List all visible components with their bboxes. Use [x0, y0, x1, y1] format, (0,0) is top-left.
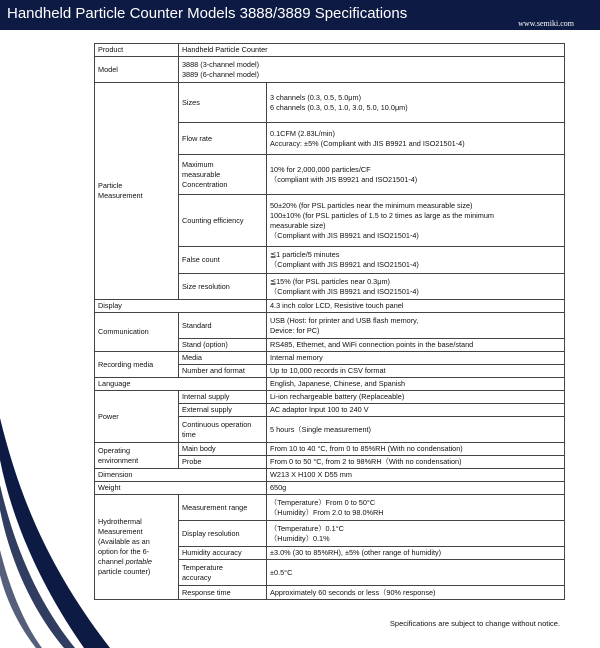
cell-range-label: Measurement range	[179, 495, 267, 521]
cell-language-value: English, Japanese, Chinese, and Spanish	[267, 378, 565, 391]
cell-standard-value: USB (Host: for printer and USB flash memory, Device: for PC)	[267, 313, 565, 339]
row-language	[95, 378, 565, 391]
row-power-internal	[95, 391, 565, 404]
cell-external-label: External supply	[179, 404, 267, 417]
row-weight	[95, 482, 565, 495]
row-sizes	[95, 83, 565, 123]
cell-sizes-label: Sizes	[179, 83, 267, 123]
cell-tempacc-value: ±0.5°C	[267, 560, 565, 586]
cell-format-label: Number and format	[179, 365, 267, 378]
cell-humidity-value: ±3.0% (30 to 85%RH), ±5% (other range of humidity)	[267, 547, 565, 560]
cell-continuous-value: 5 hours（Single measurement)	[267, 417, 565, 443]
cell-weight-value: 650g	[267, 482, 565, 495]
cell-product-label: Product	[95, 44, 179, 57]
cell-falsecount-label: False count	[179, 247, 267, 274]
cell-display-value: 4.3 inch color LCD, Resistive touch panel	[267, 300, 565, 313]
cell-response-value: Approximately 60 seconds or less（90% response)	[267, 586, 565, 600]
cell-humidity-label: Humidity accuracy	[179, 547, 267, 560]
row-product	[95, 44, 565, 57]
row-comm-standard	[95, 313, 565, 339]
cell-external-value: AC adaptor Input 100 to 240 V	[267, 404, 565, 417]
cell-range-value: （Temperature）From 0 to 50°C （Humidity）From 2.0 to 98.0%RH	[267, 495, 565, 521]
row-display	[95, 300, 565, 313]
cell-hydro-label: Hydrothermal Measurement (Available as an option for the 6- channel portable particle counter)	[95, 495, 179, 600]
cell-flow-value: 0.1CFM (2.83L/min) Accuracy: ±5% (Compliant with JIS B9921 and ISO21501-4)	[267, 123, 565, 155]
cell-particle-label: Particle Measurement	[95, 83, 179, 300]
cell-model-label: Model	[95, 57, 179, 83]
cell-media-label: Media	[179, 352, 267, 365]
cell-maxconc-value: 10% for 2,000,000 particles/CF （compliant with JIS B9921 and ISO21501-4)	[267, 155, 565, 195]
title-banner	[0, 0, 600, 30]
cell-falsecount-value: ≦1 particle/5 minutes （Compliant with JIS B9921 and ISO21501-4)	[267, 247, 565, 274]
row-recording-media	[95, 352, 565, 365]
cell-model-value: 3888 (3-channel model) 3889 (6-channel model)	[179, 57, 565, 83]
cell-probe-value: From 0 to 50 °C, from 2 to 98%RH（With no condensation)	[267, 456, 565, 469]
cell-internal-label: Internal supply	[179, 391, 267, 404]
cell-display-label: Display	[95, 300, 267, 313]
cell-tempacc-label: Temperature accuracy	[179, 560, 267, 586]
specifications-table	[94, 43, 565, 600]
cell-power-label: Power	[95, 391, 179, 443]
cell-counting-label: Counting efficiency	[179, 195, 267, 247]
cell-dimension-value: W213 X H100 X D55 mm	[267, 469, 565, 482]
cell-comm-label: Communication	[95, 313, 179, 352]
cell-sizeres-label: Size resolution	[179, 274, 267, 300]
cell-sizes-value: 3 channels (0.3, 0.5, 5.0μm) 6 channels (0.3, 0.5, 1.0, 3.0, 5.0, 10.0μm)	[267, 83, 565, 123]
cell-probe-label: Probe	[179, 456, 267, 469]
cell-maxconc-label: Maximum measurable Concentration	[179, 155, 267, 195]
cell-format-value: Up to 10,000 records in CSV format	[267, 365, 565, 378]
row-dimension	[95, 469, 565, 482]
row-operating-main	[95, 443, 565, 456]
cell-operating-label: Operating environment	[95, 443, 179, 469]
website-url[interactable]: www.semiki.com	[518, 19, 574, 28]
cell-stand-value: RS485, Ethernet, and WiFi connection points in the base/stand	[267, 339, 565, 352]
cell-recording-label: Recording media	[95, 352, 179, 378]
cell-language-label: Language	[95, 378, 267, 391]
row-hydro-range	[95, 495, 565, 521]
cell-resolution-label: Display resolution	[179, 521, 267, 547]
cell-weight-label: Weight	[95, 482, 267, 495]
cell-mainbody-label: Main body	[179, 443, 267, 456]
cell-sizeres-value: ≦15% (for PSL particles near 0.3μm) （Compliant with JIS B9921 and ISO21501-4)	[267, 274, 565, 300]
page-title: Handheld Particle Counter Models 3888/3889 Specifications	[7, 5, 408, 22]
cell-flow-label: Flow rate	[179, 123, 267, 155]
cell-counting-value: 50±20% (for PSL particles near the minimum measurable size) 100±10% (for PSL particles of 1.5 to 2 times as large as the minimum measurable size) （Compliant with JIS B9921 and ISO21501-4)	[267, 195, 565, 247]
footer-note: Specifications are subject to change without notice.	[389, 619, 560, 628]
cell-mainbody-value: From 10 to 40 °C, from 0 to 85%RH (With no condensation)	[267, 443, 565, 456]
cell-continuous-label: Continuous operation time	[179, 417, 267, 443]
cell-internal-value: Li-ion rechargeable battery (Replaceable)	[267, 391, 565, 404]
cell-stand-label: Stand (option)	[179, 339, 267, 352]
cell-resolution-value: （Temperature）0.1°C （Humidity）0.1%	[267, 521, 565, 547]
cell-response-label: Response time	[179, 586, 267, 600]
row-model	[95, 57, 565, 83]
cell-standard-label: Standard	[179, 313, 267, 339]
cell-dimension-label: Dimension	[95, 469, 267, 482]
cell-media-value: Internal memory	[267, 352, 565, 365]
cell-product-value: Handheld Particle Counter	[179, 44, 565, 57]
